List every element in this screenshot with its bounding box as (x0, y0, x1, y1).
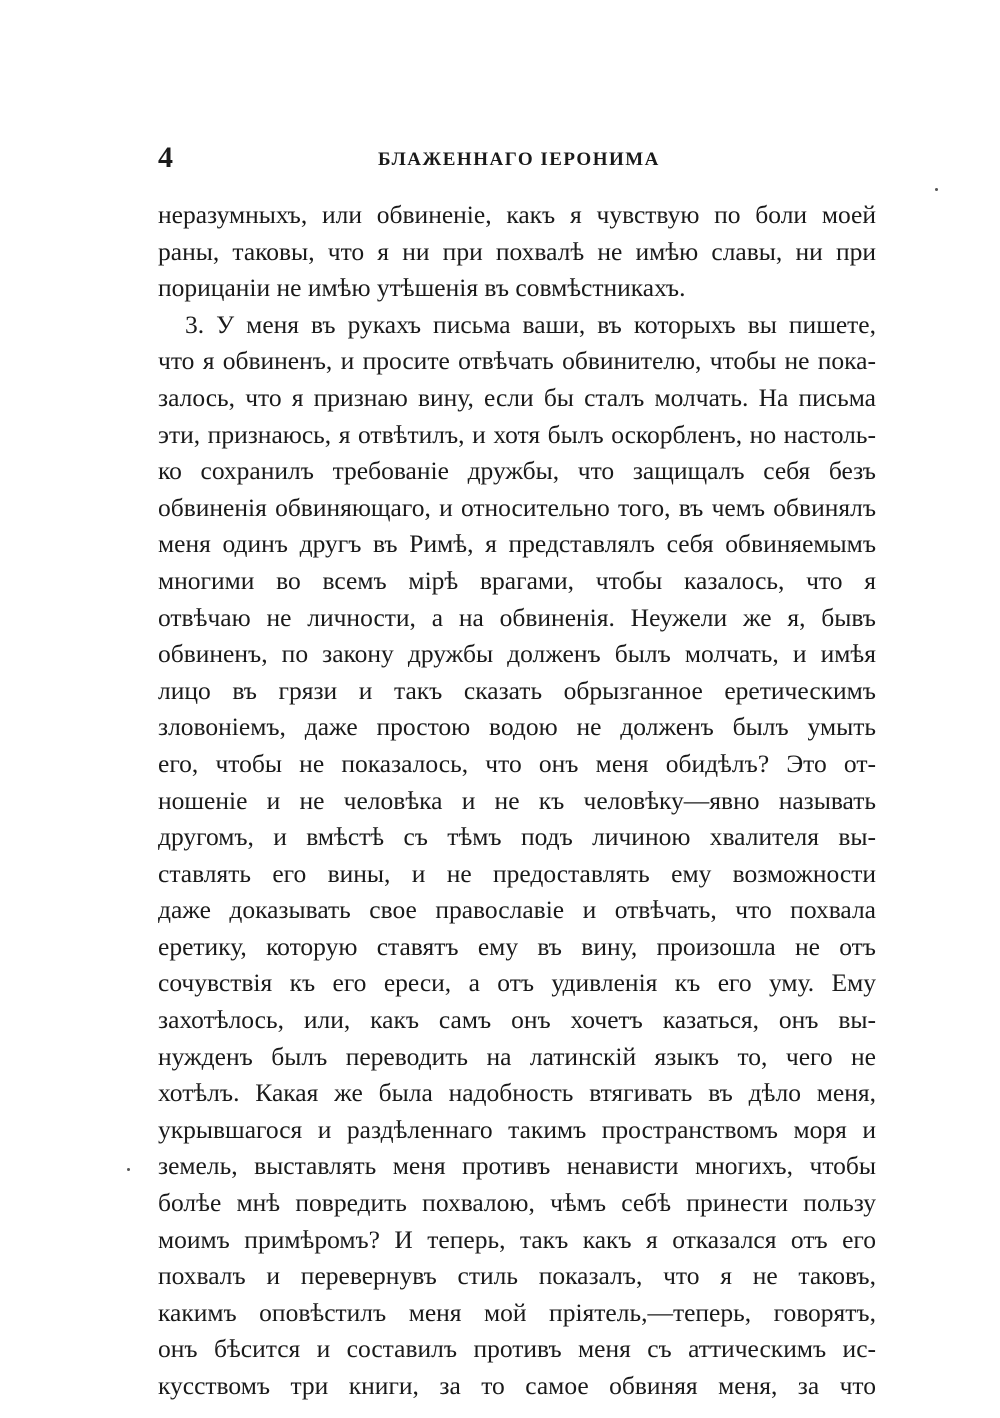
running-head (158, 140, 878, 180)
text-line: онъ бѣсится и составилъ противъ меня съ аттическимъ ис- (158, 1334, 876, 1364)
text-line: раны, таковы, что я ни при похвалѣ не имѣю славы, ни при (158, 236, 876, 266)
text-line: неразумныхъ, или обвиненіе, какъ я чувствую по боли моей (158, 200, 876, 229)
text-line: меня одинъ другъ въ Римѣ, я представлялъ себя обвиняемымъ (158, 529, 876, 559)
text-line: еретику, которую ставятъ ему въ вину, произошла не отъ (158, 931, 876, 961)
text-line: захотѣлось, или, какъ самъ онъ хочетъ казаться, онъ вы- (158, 1005, 876, 1035)
text-line: залось, что я признаю вину, если бы сталъ молчать. На письма (158, 382, 876, 412)
paragraph-start-line: 3. У меня въ рукахъ письма ваши, въ которыхъ вы пишете, (185, 309, 876, 339)
text-line: лицо въ грязи и такъ сказать обрызганное еретическимъ (158, 675, 876, 705)
page-number: 4 (158, 141, 173, 174)
text-line: зловоніемъ, даже простою водою не долженъ былъ умыть (158, 712, 876, 742)
text-line: болѣе мнѣ повредить похвалою, чѣмъ себѣ принести пользу (158, 1188, 876, 1218)
text-line: даже доказывать свое православіе и отвѣчать, что похвала (158, 895, 876, 925)
text-line: какимъ оповѣстилъ меня мой пріятель,—теперь, говорятъ, (158, 1297, 876, 1327)
text-line: сочувствія къ его ереси, а отъ удивленія къ его уму. Ему (158, 968, 876, 998)
text-line: земель, выставлять меня противъ ненависти многихъ, чтобы (158, 1151, 876, 1181)
text-line: укрывшагося и раздѣленнаго такимъ пространствомъ моря и (158, 1114, 876, 1144)
text-line: ношеніе и не человѣка и не къ человѣку—явно называть (158, 785, 876, 815)
text-line: обвиненія обвиняющаго, и относительно того, въ чемъ обвинялъ (158, 492, 876, 522)
text-line: эти, признаюсь, я отвѣтилъ, и хотя былъ оскорбленъ, но настоль- (158, 419, 876, 449)
header-title: БЛАЖЕННАГО ІЕРОНИМА (378, 149, 660, 170)
text-line: что я обвиненъ, и просите отвѣчать обвинителю, чтобы не пока- (158, 346, 876, 376)
text-line: ставлять его вины, и не предоставлять ему возможности (158, 858, 876, 888)
text-line: отвѣчаю не личности, а на обвиненія. Неужели же я, бывъ (158, 602, 876, 632)
print-speck (935, 188, 938, 191)
text-line: кусствомъ три книги, за то самое обвиняя меня, за что (158, 1371, 876, 1400)
print-speck (127, 1168, 130, 1171)
text-line: многими во всемъ мірѣ врагами, чтобы казалось, что я (158, 565, 876, 595)
text-line: ко сохранилъ требованіе дружбы, что защищалъ себя безъ (158, 456, 876, 486)
text-line: порицаніи не имѣю утѣшенія въ совмѣстникахъ. (158, 273, 686, 303)
text-line: нужденъ былъ переводить на латинскій языкъ то, чего не (158, 1041, 876, 1071)
text-line: похвалъ и перевернувъ стиль показалъ, что я не таковъ, (158, 1261, 876, 1291)
text-line: другомъ, и вмѣстѣ съ тѣмъ подъ личиною хвалителя вы- (158, 822, 876, 852)
text-line: его, чтобы не показалось, что онъ меня обидѣлъ? Это от- (158, 748, 876, 778)
text-line: хотѣлъ. Какая же была надобность втягивать въ дѣло меня, (158, 1078, 876, 1108)
text-line: обвиненъ, по закону дружбы долженъ былъ молчать, и имѣя (158, 639, 876, 669)
body-text (158, 197, 876, 1405)
text-line: моимъ примѣромъ? И теперь, такъ какъ я отказался отъ его (158, 1224, 876, 1254)
